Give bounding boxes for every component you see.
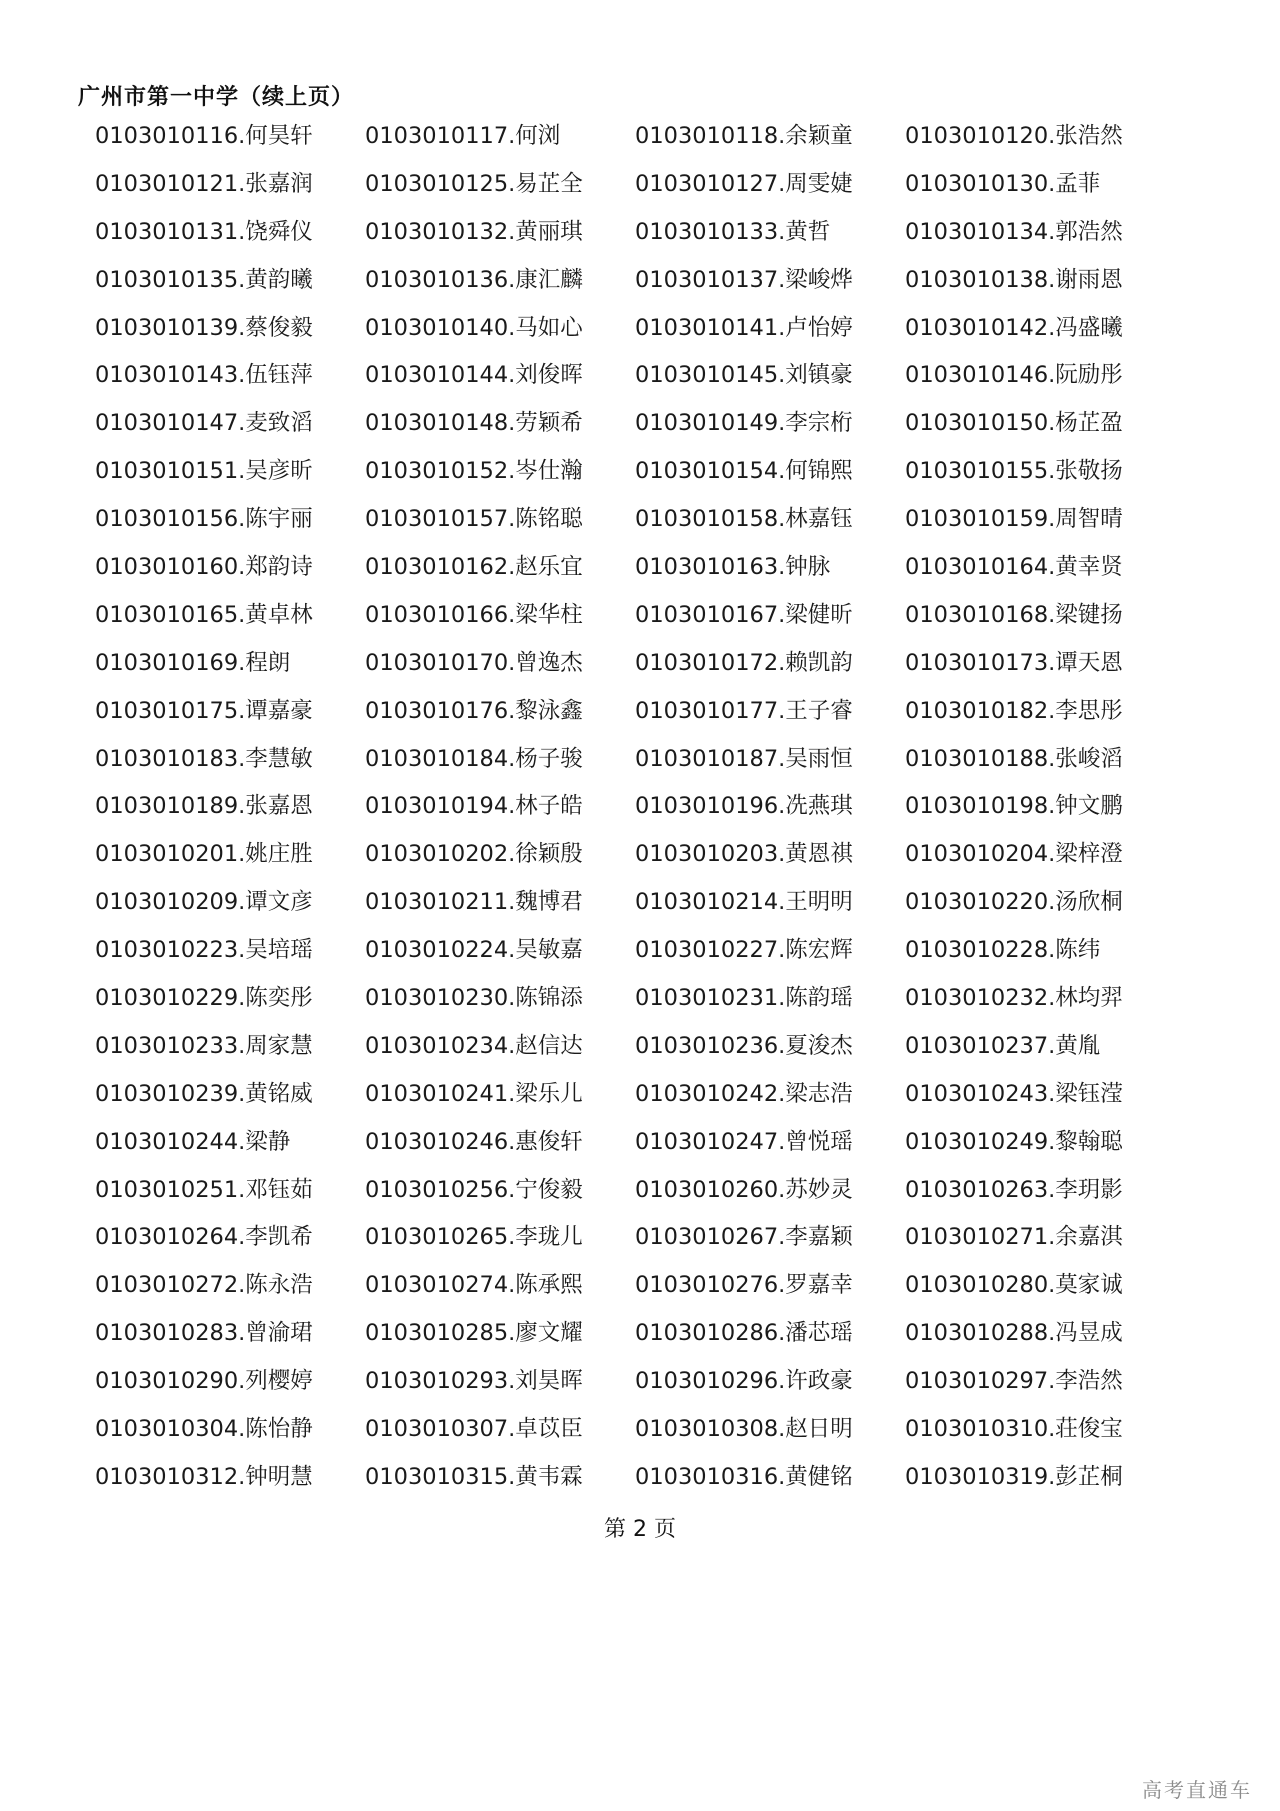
- student-entry: 0103010135.黄韵曦: [95, 266, 313, 293]
- student-entry: 0103010237.黄胤: [905, 1032, 1101, 1059]
- student-entry: 0103010142.冯盛曦: [905, 314, 1123, 341]
- list-row: [95, 792, 1175, 840]
- student-entry: 0103010183.李慧敏: [95, 745, 313, 772]
- student-entry: 0103010242.梁志浩: [635, 1080, 853, 1107]
- student-entry: 0103010209.谭文彦: [95, 889, 313, 916]
- student-entry: 0103010310.荘俊宝: [905, 1416, 1123, 1443]
- list-row: [95, 266, 1175, 314]
- student-entry: 0103010264.李凯希: [95, 1224, 313, 1251]
- student-entry: 0103010229.陈奕彤: [95, 985, 313, 1012]
- list-row: [95, 314, 1175, 362]
- student-entry: 0103010283.曾渝珺: [95, 1320, 313, 1347]
- student-entry: 0103010274.陈承熙: [365, 1272, 583, 1299]
- student-entry: 0103010138.谢雨恩: [905, 266, 1123, 293]
- list-row: [95, 697, 1175, 745]
- student-entry: 0103010176.黎泳鑫: [365, 697, 583, 724]
- student-entry: 0103010170.曾逸杰: [365, 649, 583, 676]
- student-entry: 0103010167.梁健昕: [635, 601, 853, 628]
- student-entry: 0103010160.郑韵诗: [95, 554, 313, 581]
- student-entry: 0103010117.何浏: [365, 123, 561, 149]
- watermark: 高考直通车: [1142, 1778, 1252, 1802]
- student-entry: 0103010162.赵乐宜: [365, 554, 583, 581]
- list-row: [95, 457, 1175, 505]
- student-entry: 0103010233.周家慧: [95, 1032, 313, 1059]
- list-row: [95, 1271, 1175, 1319]
- list-row: [95, 1128, 1175, 1176]
- list-row: [95, 984, 1175, 1032]
- section-heading: 广州市第一中学（续上页）: [78, 85, 355, 110]
- student-entry: 0103010319.彭芷桐: [905, 1463, 1123, 1490]
- student-entry: 0103010241.梁乐儿: [365, 1080, 583, 1107]
- student-entry: 0103010228.陈纬: [905, 937, 1101, 964]
- student-entry: 0103010177.王子睿: [635, 697, 853, 724]
- student-entry: 0103010132.黄丽琪: [365, 218, 583, 245]
- list-row: [95, 218, 1175, 266]
- student-entry: 0103010120.张浩然: [905, 123, 1123, 149]
- student-entry: 0103010256.宁俊毅: [365, 1176, 583, 1203]
- student-entry: 0103010251.邓钰茹: [95, 1176, 313, 1203]
- student-entry: 0103010214.王明明: [635, 889, 853, 916]
- student-entry: 0103010230.陈锦添: [365, 985, 583, 1012]
- list-row: [95, 1176, 1175, 1224]
- student-entry: 0103010130.孟菲: [905, 170, 1101, 197]
- student-entry: 0103010223.吴培瑶: [95, 937, 313, 964]
- list-row: [95, 505, 1175, 553]
- student-entry: 0103010315.黄韦霖: [365, 1463, 583, 1490]
- student-list-grid: [95, 122, 1175, 1511]
- list-row: [95, 122, 1175, 170]
- student-entry: 0103010232.林均羿: [905, 985, 1123, 1012]
- list-row: [95, 601, 1175, 649]
- student-entry: 0103010201.姚庄胜: [95, 841, 313, 868]
- student-entry: 0103010271.余嘉淇: [905, 1224, 1123, 1251]
- list-row: [95, 1080, 1175, 1128]
- student-entry: 0103010196.冼燕琪: [635, 793, 853, 820]
- student-entry: 0103010260.苏妙灵: [635, 1176, 853, 1203]
- list-row: [95, 361, 1175, 409]
- student-entry: 0103010169.程朗: [95, 649, 291, 676]
- student-entry: 0103010173.谭天恩: [905, 649, 1123, 676]
- student-entry: 0103010154.何锦熙: [635, 458, 853, 485]
- student-entry: 0103010267.李嘉颖: [635, 1224, 853, 1251]
- student-entry: 0103010211.魏博君: [365, 889, 583, 916]
- student-entry: 0103010155.张敬扬: [905, 458, 1123, 485]
- student-entry: 0103010148.劳颖希: [365, 410, 583, 437]
- student-entry: 0103010175.谭嘉豪: [95, 697, 313, 724]
- student-entry: 0103010280.莫家诚: [905, 1272, 1123, 1299]
- list-row: [95, 649, 1175, 697]
- student-entry: 0103010308.赵日明: [635, 1416, 853, 1443]
- student-entry: 0103010146.阮励彤: [905, 362, 1123, 389]
- student-entry: 0103010243.梁钰滢: [905, 1080, 1123, 1107]
- list-row: [95, 170, 1175, 218]
- student-entry: 0103010121.张嘉润: [95, 170, 313, 197]
- student-entry: 0103010247.曾悦瑶: [635, 1128, 853, 1155]
- student-entry: 0103010159.周智晴: [905, 506, 1123, 533]
- student-entry: 0103010140.马如心: [365, 314, 583, 341]
- list-row: [95, 1319, 1175, 1367]
- student-entry: 0103010152.岑仕瀚: [365, 458, 583, 485]
- student-entry: 0103010143.伍钰萍: [95, 362, 313, 389]
- page-number: 第 2 页: [604, 1517, 676, 1542]
- student-entry: 0103010227.陈宏辉: [635, 937, 853, 964]
- student-entry: 0103010272.陈永浩: [95, 1272, 313, 1299]
- list-row: [95, 840, 1175, 888]
- student-entry: 0103010131.饶舜仪: [95, 218, 313, 245]
- student-entry: 0103010187.吴雨恒: [635, 745, 853, 772]
- list-row: [95, 1463, 1175, 1511]
- student-entry: 0103010224.吴敏嘉: [365, 937, 583, 964]
- student-entry: 0103010265.李珑儿: [365, 1224, 583, 1251]
- student-entry: 0103010116.何昊轩: [95, 123, 313, 149]
- student-entry: 0103010249.黎翰聪: [905, 1128, 1123, 1155]
- list-row: [95, 936, 1175, 984]
- student-entry: 0103010164.黄幸贤: [905, 554, 1123, 581]
- list-row: [95, 1415, 1175, 1463]
- student-entry: 0103010166.梁华柱: [365, 601, 583, 628]
- student-entry: 0103010133.黄哲: [635, 218, 831, 245]
- student-entry: 0103010168.梁键扬: [905, 601, 1123, 628]
- student-entry: 0103010127.周雯婕: [635, 170, 853, 197]
- student-entry: 0103010150.杨芷盈: [905, 410, 1123, 437]
- student-entry: 0103010288.冯昱成: [905, 1320, 1123, 1347]
- student-entry: 0103010286.潘芯瑶: [635, 1320, 853, 1347]
- student-entry: 0103010136.康汇麟: [365, 266, 583, 293]
- student-entry: 0103010172.赖凯韵: [635, 649, 853, 676]
- student-entry: 0103010156.陈宇丽: [95, 506, 313, 533]
- student-entry: 0103010182.李思彤: [905, 697, 1123, 724]
- student-entry: 0103010307.卓苡臣: [365, 1416, 583, 1443]
- student-entry: 0103010134.郭浩然: [905, 218, 1123, 245]
- list-row: [95, 553, 1175, 601]
- student-entry: 0103010118.余颖童: [635, 123, 853, 149]
- student-entry: 0103010165.黄卓林: [95, 601, 313, 628]
- list-row: [95, 1367, 1175, 1415]
- student-entry: 0103010144.刘俊晖: [365, 362, 583, 389]
- student-entry: 0103010220.汤欣桐: [905, 889, 1123, 916]
- student-entry: 0103010285.廖文耀: [365, 1320, 583, 1347]
- student-entry: 0103010141.卢怡婷: [635, 314, 853, 341]
- student-entry: 0103010184.杨子骏: [365, 745, 583, 772]
- student-entry: 0103010194.林子皓: [365, 793, 583, 820]
- student-entry: 0103010293.刘昊晖: [365, 1368, 583, 1395]
- student-entry: 0103010204.梁梓澄: [905, 841, 1123, 868]
- list-row: [95, 409, 1175, 457]
- student-entry: 0103010234.赵信达: [365, 1032, 583, 1059]
- student-entry: 0103010145.刘镇豪: [635, 362, 853, 389]
- student-entry: 0103010158.林嘉钰: [635, 506, 853, 533]
- student-entry: 0103010297.李浩然: [905, 1368, 1123, 1395]
- student-entry: 0103010147.麦致滔: [95, 410, 313, 437]
- student-entry: 0103010276.罗嘉幸: [635, 1272, 853, 1299]
- student-entry: 0103010246.惠俊轩: [365, 1128, 583, 1155]
- student-entry: 0103010296.许政豪: [635, 1368, 853, 1395]
- student-entry: 0103010151.吴彦昕: [95, 458, 313, 485]
- student-entry: 0103010125.易芷全: [365, 170, 583, 197]
- student-entry: 0103010198.钟文鹏: [905, 793, 1123, 820]
- student-entry: 0103010244.梁静: [95, 1128, 291, 1155]
- student-entry: 0103010157.陈铭聪: [365, 506, 583, 533]
- student-entry: 0103010290.列樱婷: [95, 1368, 313, 1395]
- list-row: [95, 888, 1175, 936]
- student-entry: 0103010304.陈怡静: [95, 1416, 313, 1443]
- student-entry: 0103010236.夏浚杰: [635, 1032, 853, 1059]
- student-entry: 0103010316.黄健铭: [635, 1463, 853, 1490]
- student-entry: 0103010202.徐颖殷: [365, 841, 583, 868]
- student-entry: 0103010239.黄铭威: [95, 1080, 313, 1107]
- student-entry: 0103010312.钟明慧: [95, 1463, 313, 1490]
- student-entry: 0103010149.李宗桁: [635, 410, 853, 437]
- student-entry: 0103010139.蔡俊毅: [95, 314, 313, 341]
- list-row: [95, 1223, 1175, 1271]
- student-entry: 0103010188.张峻滔: [905, 745, 1123, 772]
- student-entry: 0103010231.陈韵瑶: [635, 985, 853, 1012]
- student-entry: 0103010189.张嘉恩: [95, 793, 313, 820]
- student-entry: 0103010137.梁峻烨: [635, 266, 853, 293]
- list-row: [95, 745, 1175, 793]
- student-entry: 0103010163.钟脉: [635, 554, 831, 581]
- student-entry: 0103010263.李玥影: [905, 1176, 1123, 1203]
- student-entry: 0103010203.黄恩祺: [635, 841, 853, 868]
- list-row: [95, 1032, 1175, 1080]
